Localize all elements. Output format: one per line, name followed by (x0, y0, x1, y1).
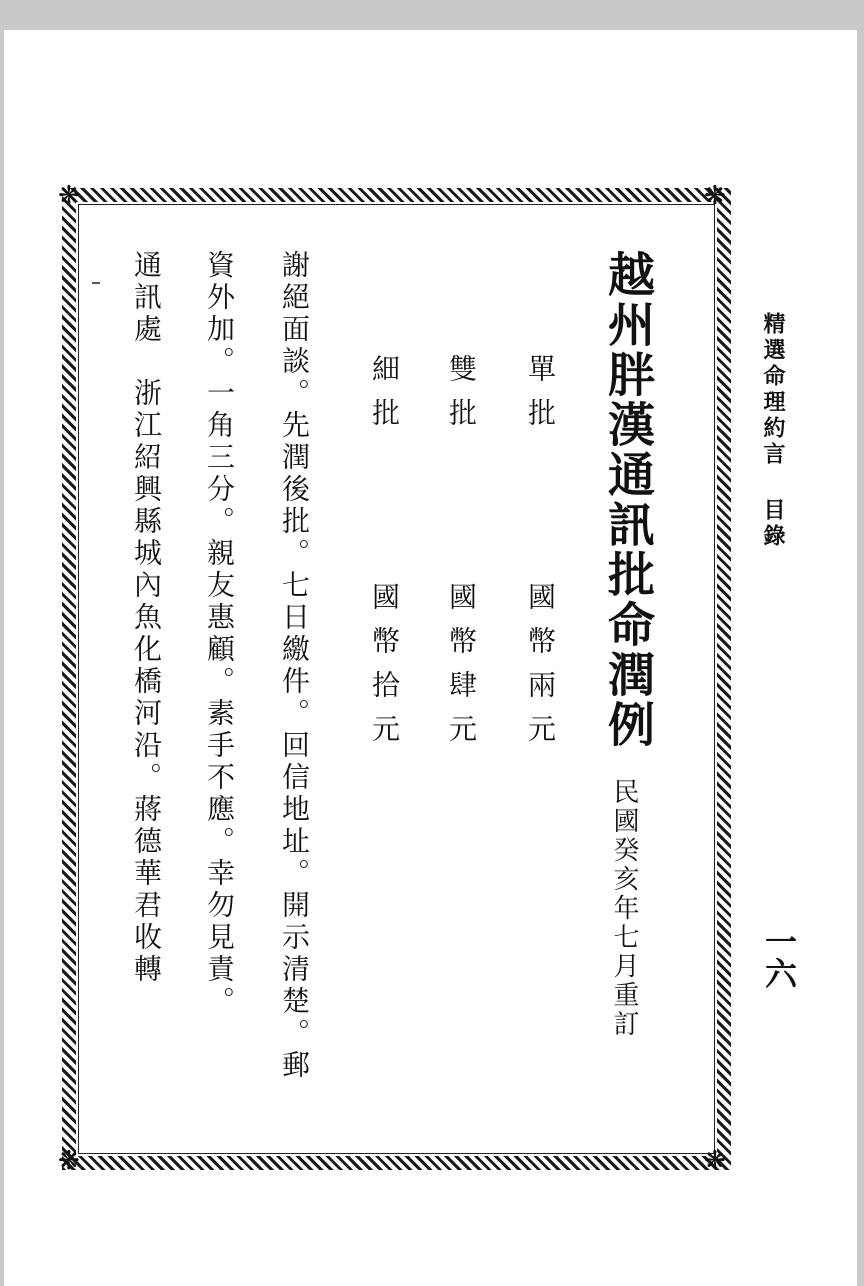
corner-ornament-top-left: ❋ (58, 181, 80, 211)
terms-line-1: 謝絕面談。先潤後批。七日繳件。回信地址。開示清楚。郵 (278, 250, 311, 1082)
corner-ornament-top-right: ❋ (704, 181, 726, 211)
running-head: 精選命理約言 目錄 (760, 312, 786, 550)
price-amount: 國幣肆元 (445, 582, 478, 758)
revision-date: 民國癸亥年七月重訂 (609, 778, 639, 1039)
contact-address: 通訊處 浙江紹興縣城內魚化橋河沿。蔣德華君收轉 (130, 250, 163, 986)
price-grade: 單批 (524, 354, 557, 442)
corner-ornament-bottom-right: ❋ (704, 1146, 726, 1176)
stray-ink-mark (92, 282, 100, 284)
price-amount: 國幣拾元 (368, 582, 401, 758)
page-number: 一六 (760, 925, 798, 989)
terms-line-2: 資外加。一角三分。親友惠顧。素手不應。幸勿見責。 (203, 250, 236, 1018)
price-grade: 雙批 (445, 354, 478, 442)
price-amount: 國幣兩元 (524, 582, 557, 758)
corner-ornament-bottom-left: ❋ (58, 1146, 80, 1176)
price-grade: 細批 (368, 354, 401, 442)
notice-title: 越州胖漢通訊批命潤例 (600, 250, 655, 750)
